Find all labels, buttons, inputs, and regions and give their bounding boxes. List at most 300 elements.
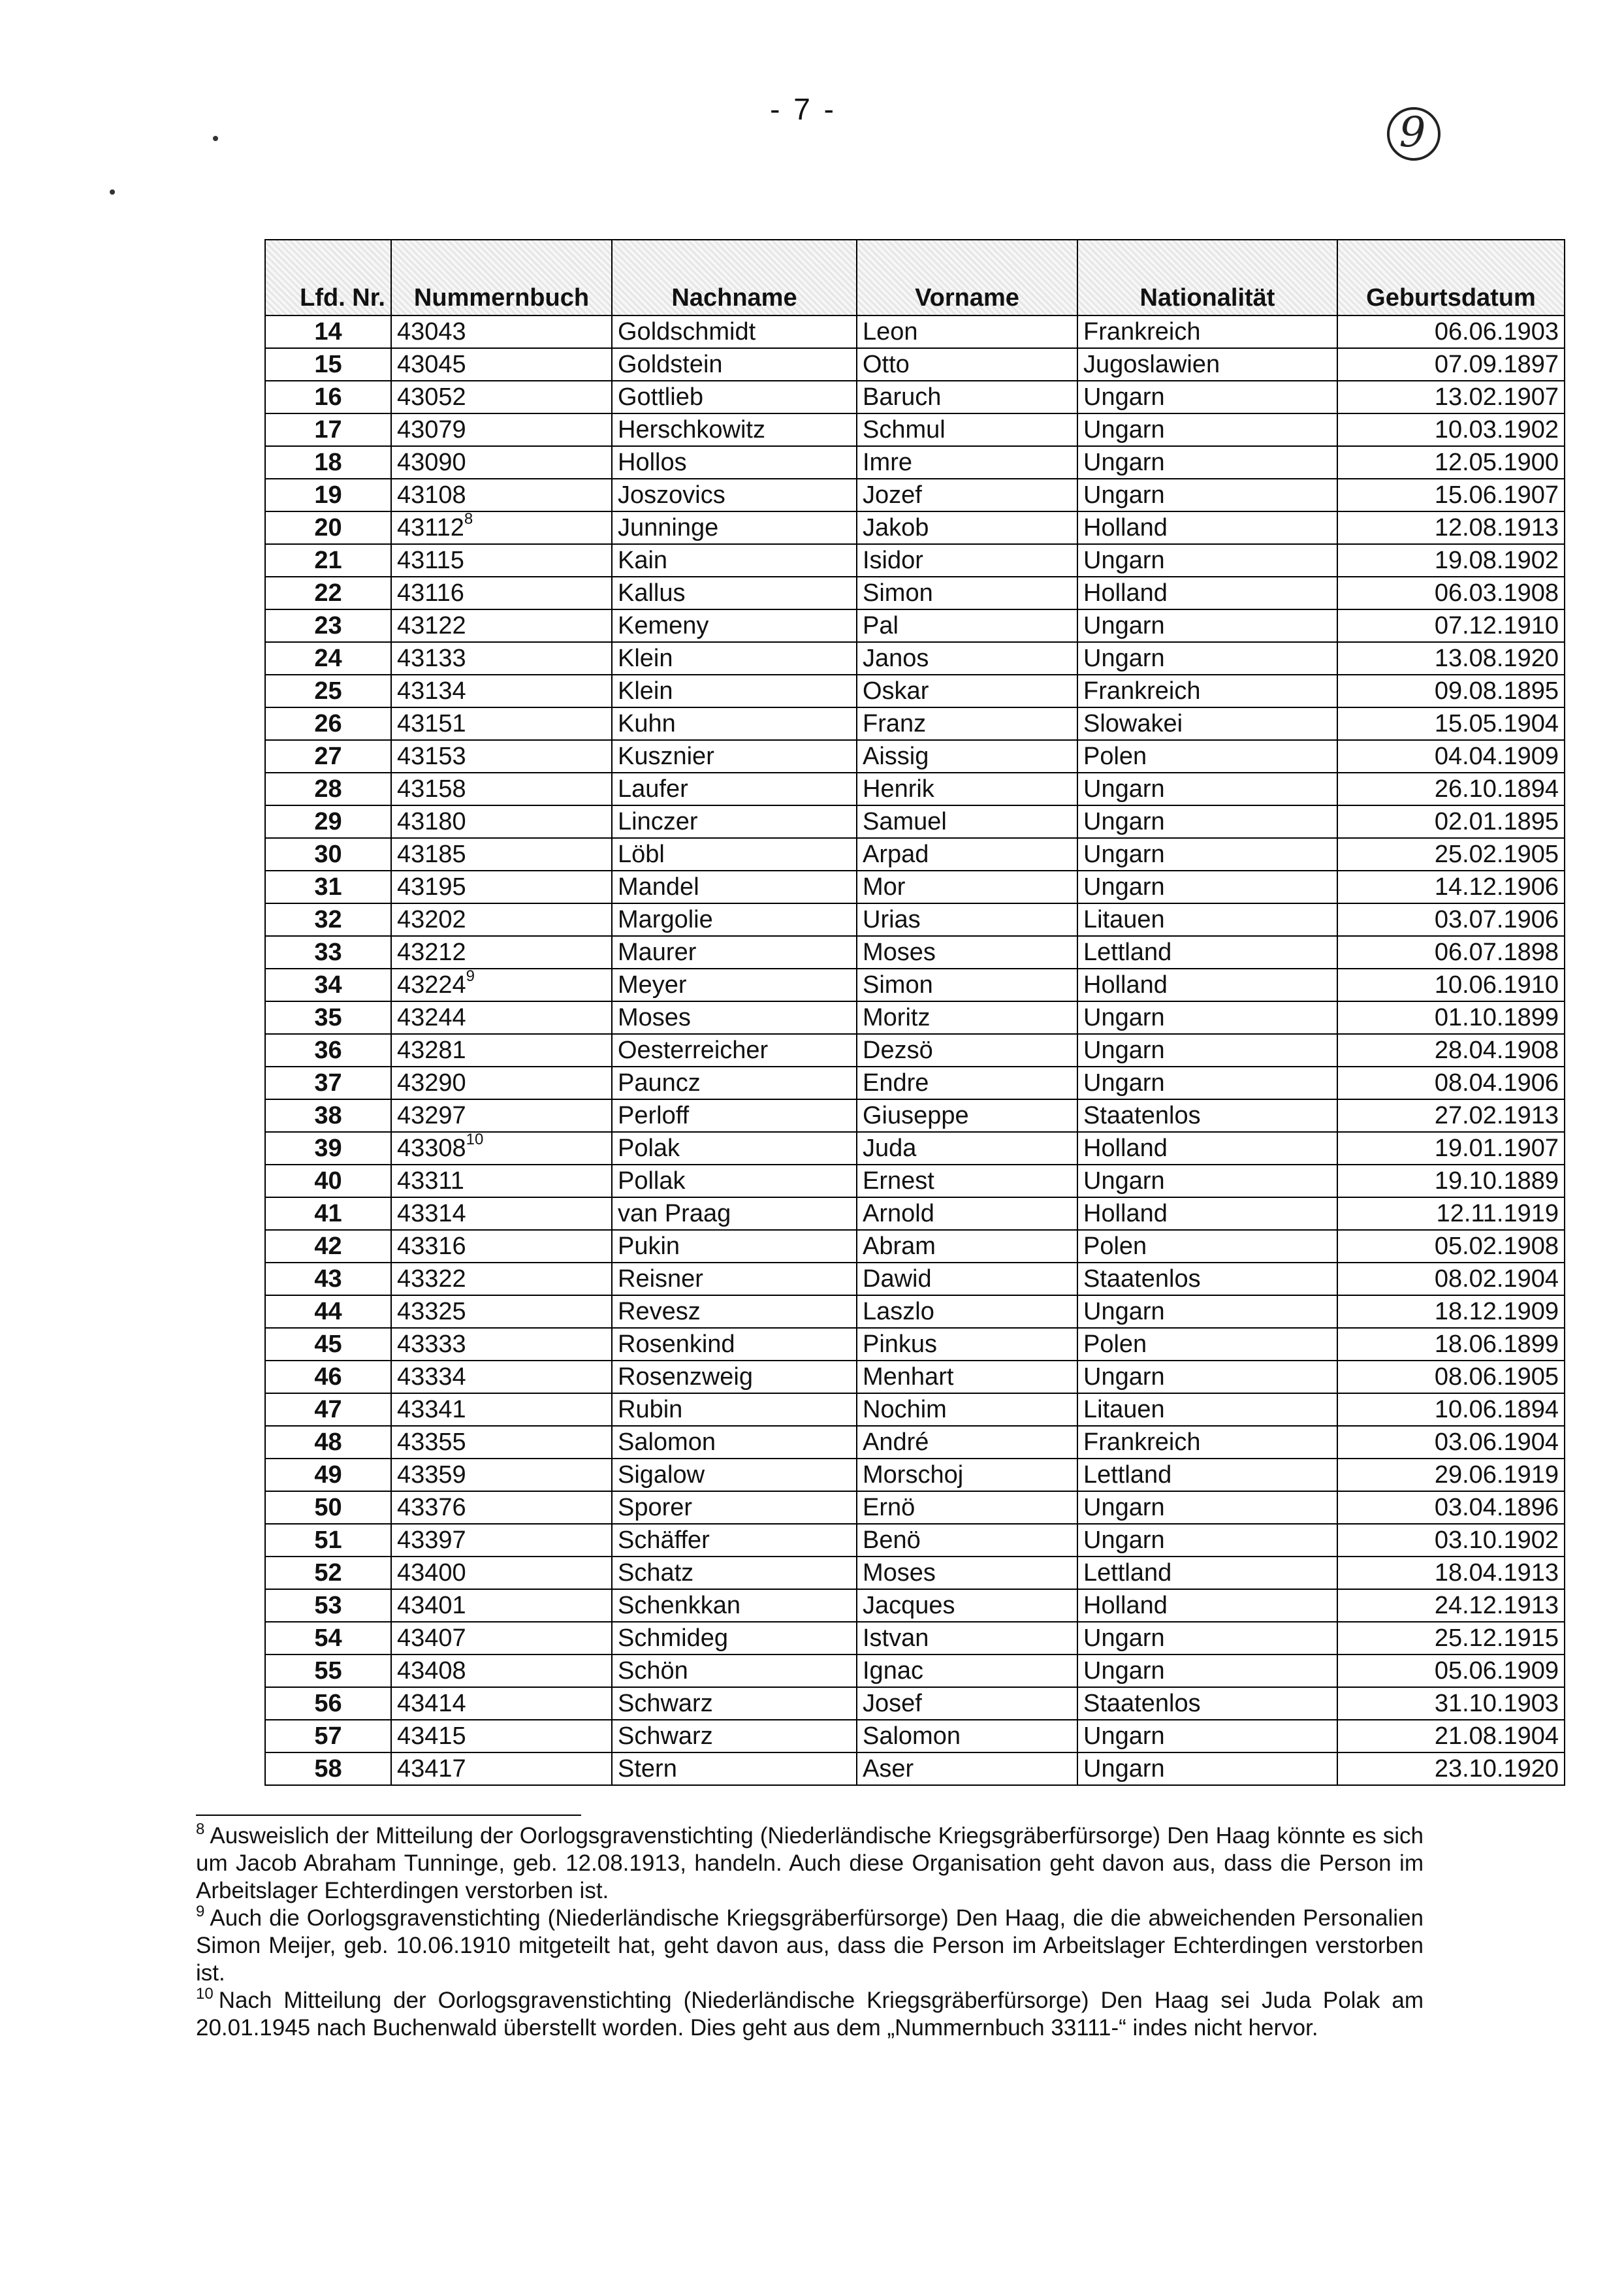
cell-nationalitaet <box>1077 1361 1337 1393</box>
cell-nachname-text: Kusznier <box>618 743 714 770</box>
cell-nachname-text: Goldschmidt <box>618 318 756 346</box>
table-body <box>265 315 1565 1785</box>
cell-nummernbuch-text: 43158 <box>397 775 466 803</box>
cell-vorname-text: Janos <box>863 645 929 672</box>
cell-nummernbuch-text: 43115 <box>397 547 464 574</box>
table-row <box>265 381 1565 413</box>
cell-nationalitaet-text: Ungarn <box>1083 775 1165 803</box>
cell-nachname-text: Hollos <box>618 449 687 476</box>
cell-nachname-text: Schwarz <box>618 1722 713 1750</box>
cell-lfd-nr-text: 37 <box>314 1069 342 1097</box>
cell-lfd-nr <box>265 773 391 805</box>
cell-lfd-nr <box>265 1034 391 1067</box>
cell-nationalitaet <box>1077 1491 1337 1524</box>
cell-nummernbuch-text: 43052 <box>397 383 466 411</box>
cell-geburtsdatum-text: 12.08.1913 <box>1434 514 1559 541</box>
cell-nummernbuch-text: 43333 <box>397 1331 466 1358</box>
cell-nationalitaet <box>1077 805 1337 838</box>
cell-nummernbuch-text: 43043 <box>397 318 466 346</box>
cell-nummernbuch-text: 43397 <box>397 1526 466 1554</box>
cell-nummernbuch <box>391 1197 612 1230</box>
table-row <box>265 1687 1565 1720</box>
cell-vorname-text: Otto <box>863 351 910 378</box>
cell-nummernbuch-text: 43407 <box>397 1624 466 1652</box>
cell-vorname <box>857 838 1077 871</box>
cell-vorname <box>857 1099 1077 1132</box>
cell-nationalitaet-text: Ungarn <box>1083 1004 1165 1031</box>
cell-nachname-text: Junninge <box>618 514 719 541</box>
cell-vorname <box>857 773 1077 805</box>
cell-lfd-nr-text: 18 <box>314 449 342 476</box>
cell-lfd-nr-text: 19 <box>314 481 342 509</box>
cell-nummernbuch-text: 43224 <box>397 971 466 999</box>
cell-lfd-nr <box>265 642 391 675</box>
footnote-rule <box>196 1815 581 1816</box>
cell-nationalitaet <box>1077 1752 1337 1785</box>
cell-nummernbuch <box>391 1622 612 1654</box>
cell-geburtsdatum-text: 03.10.1902 <box>1434 1526 1559 1554</box>
table-row <box>265 707 1565 740</box>
table-row <box>265 1720 1565 1752</box>
cell-geburtsdatum-text: 12.05.1900 <box>1434 449 1559 476</box>
cell-lfd-nr <box>265 348 391 381</box>
header-vorname: Vorname <box>857 240 1077 315</box>
cell-geburtsdatum <box>1337 1687 1565 1720</box>
cell-nachname-text: Salomon <box>618 1428 716 1456</box>
cell-nationalitaet-text: Staatenlos <box>1083 1690 1201 1717</box>
cell-vorname-text: Arnold <box>863 1200 934 1227</box>
cell-nationalitaet <box>1077 1393 1337 1426</box>
cell-vorname-text: Laszlo <box>863 1298 934 1325</box>
cell-geburtsdatum <box>1337 936 1565 969</box>
cell-nationalitaet <box>1077 1589 1337 1622</box>
cell-lfd-nr-text: 56 <box>314 1690 342 1717</box>
cell-vorname-text: Urias <box>863 906 921 933</box>
cell-vorname <box>857 1328 1077 1361</box>
table-header-row <box>265 240 1565 315</box>
cell-geburtsdatum-text: 07.09.1897 <box>1434 351 1559 378</box>
cell-nationalitaet <box>1077 511 1337 544</box>
cell-lfd-nr <box>265 413 391 446</box>
cell-vorname <box>857 936 1077 969</box>
cell-lfd-nr <box>265 1459 391 1491</box>
cell-nationalitaet-text: Polen <box>1083 1233 1147 1260</box>
cell-nationalitaet <box>1077 1557 1337 1589</box>
cell-nationalitaet-text: Ungarn <box>1083 1755 1165 1783</box>
cell-lfd-nr-text: 57 <box>314 1722 342 1750</box>
cell-geburtsdatum-text: 13.02.1907 <box>1434 383 1559 411</box>
cell-lfd-nr-text: 51 <box>314 1526 342 1554</box>
cell-vorname-text: Pinkus <box>863 1331 938 1358</box>
cell-vorname <box>857 1524 1077 1557</box>
cell-nummernbuch <box>391 511 612 544</box>
cell-vorname-text: Ernö <box>863 1494 915 1521</box>
cell-vorname-text: Mor <box>863 873 906 901</box>
cell-lfd-nr-text: 48 <box>314 1428 342 1456</box>
cell-lfd-nr-text: 40 <box>314 1167 342 1195</box>
cell-lfd-nr-text: 24 <box>314 645 342 672</box>
cell-nachname <box>612 1557 857 1589</box>
cell-geburtsdatum <box>1337 1426 1565 1459</box>
cell-vorname <box>857 1165 1077 1197</box>
cell-nachname <box>612 838 857 871</box>
cell-nummernbuch-text: 43415 <box>397 1722 466 1750</box>
cell-nationalitaet <box>1077 413 1337 446</box>
cell-nationalitaet <box>1077 1132 1337 1165</box>
cell-geburtsdatum <box>1337 1361 1565 1393</box>
cell-nummernbuch-text: 43322 <box>397 1265 466 1293</box>
cell-geburtsdatum-text: 10.06.1894 <box>1434 1396 1559 1423</box>
cell-vorname-text: Aissig <box>863 743 929 770</box>
cell-vorname-text: Abram <box>863 1233 936 1260</box>
cell-nachname <box>612 969 857 1001</box>
cell-geburtsdatum-text: 03.07.1906 <box>1434 906 1559 933</box>
cell-nationalitaet <box>1077 544 1337 577</box>
cell-lfd-nr-text: 52 <box>314 1559 342 1587</box>
cell-nachname <box>612 773 857 805</box>
cell-geburtsdatum-text: 10.03.1902 <box>1434 416 1559 444</box>
cell-geburtsdatum <box>1337 871 1565 903</box>
cell-vorname-text: Dezsö <box>863 1037 933 1064</box>
footnote-10 <box>196 1987 1424 2042</box>
cell-nummernbuch <box>391 1426 612 1459</box>
cell-lfd-nr-text: 29 <box>314 808 342 835</box>
footnote-reference: 10 <box>466 1132 484 1148</box>
cell-lfd-nr-text: 26 <box>314 710 342 737</box>
cell-nationalitaet <box>1077 936 1337 969</box>
table-row <box>265 1263 1565 1295</box>
cell-vorname-text: Leon <box>863 318 918 346</box>
cell-vorname <box>857 315 1077 348</box>
cell-nationalitaet <box>1077 969 1337 1001</box>
table-row <box>265 1361 1565 1393</box>
cell-lfd-nr-text: 17 <box>314 416 342 444</box>
cell-nationalitaet <box>1077 1524 1337 1557</box>
cell-nationalitaet <box>1077 838 1337 871</box>
cell-vorname <box>857 413 1077 446</box>
cell-nummernbuch-text: 43401 <box>397 1592 466 1619</box>
cell-nummernbuch <box>391 479 612 511</box>
cell-nationalitaet <box>1077 446 1337 479</box>
cell-geburtsdatum <box>1337 1230 1565 1263</box>
cell-nummernbuch-text: 43090 <box>397 449 466 476</box>
cell-lfd-nr-text: 21 <box>314 547 342 574</box>
cell-nachname <box>612 413 857 446</box>
cell-vorname <box>857 544 1077 577</box>
cell-vorname <box>857 675 1077 707</box>
cell-nationalitaet <box>1077 871 1337 903</box>
cell-nationalitaet-text: Ungarn <box>1083 1526 1165 1554</box>
cell-nachname <box>612 1263 857 1295</box>
table-row <box>265 1524 1565 1557</box>
cell-nationalitaet-text: Ungarn <box>1083 1363 1165 1391</box>
cell-lfd-nr-text: 49 <box>314 1461 342 1489</box>
cell-nationalitaet <box>1077 381 1337 413</box>
cell-vorname-text: Pal <box>863 612 899 639</box>
footnote-reference: 8 <box>464 511 473 528</box>
cell-nachname <box>612 315 857 348</box>
cell-lfd-nr <box>265 969 391 1001</box>
cell-nummernbuch <box>391 642 612 675</box>
footnote-8 <box>196 1822 1424 1905</box>
cell-nationalitaet <box>1077 1165 1337 1197</box>
cell-nummernbuch-text: 43122 <box>397 612 466 639</box>
cell-geburtsdatum <box>1337 315 1565 348</box>
cell-geburtsdatum-text: 18.04.1913 <box>1434 1559 1559 1587</box>
table-row <box>265 348 1565 381</box>
cell-nachname <box>612 1295 857 1328</box>
footnote-mark: 8 <box>196 1820 205 1838</box>
cell-geburtsdatum-text: 19.08.1902 <box>1434 547 1559 574</box>
cell-lfd-nr-text: 46 <box>314 1363 342 1391</box>
cell-nachname <box>612 1426 857 1459</box>
footnote-mark: 10 <box>196 1985 214 2003</box>
cell-vorname-text: Nochim <box>863 1396 947 1423</box>
cell-nummernbuch-text: 43202 <box>397 906 466 933</box>
cell-geburtsdatum-text: 10.06.1910 <box>1434 971 1559 999</box>
cell-nummernbuch-text: 43195 <box>397 873 466 901</box>
cell-geburtsdatum-text: 15.06.1907 <box>1434 481 1559 509</box>
cell-nachname-text: Sporer <box>618 1494 693 1521</box>
cell-lfd-nr <box>265 511 391 544</box>
cell-geburtsdatum <box>1337 1622 1565 1654</box>
cell-nationalitaet-text: Ungarn <box>1083 1167 1165 1195</box>
cell-lfd-nr-text: 27 <box>314 743 342 770</box>
cell-nachname <box>612 544 857 577</box>
cell-nationalitaet-text: Holland <box>1083 1200 1168 1227</box>
table-row <box>265 1589 1565 1622</box>
cell-vorname <box>857 1459 1077 1491</box>
cell-geburtsdatum-text: 23.10.1920 <box>1434 1755 1559 1783</box>
cell-nationalitaet <box>1077 1459 1337 1491</box>
cell-vorname <box>857 1197 1077 1230</box>
cell-nationalitaet-text: Staatenlos <box>1083 1102 1201 1129</box>
cell-geburtsdatum <box>1337 1001 1565 1034</box>
cell-geburtsdatum <box>1337 773 1565 805</box>
register-table <box>264 239 1565 1786</box>
cell-lfd-nr <box>265 479 391 511</box>
cell-nachname <box>612 348 857 381</box>
cell-lfd-nr <box>265 936 391 969</box>
cell-nationalitaet-text: Ungarn <box>1083 481 1165 509</box>
cell-lfd-nr <box>265 1491 391 1524</box>
cell-nationalitaet-text: Holland <box>1083 971 1168 999</box>
cell-nachname-text: Schäffer <box>618 1526 710 1554</box>
table-row <box>265 903 1565 936</box>
cell-lfd-nr-text: 55 <box>314 1657 342 1685</box>
cell-nachname-text: Gottlieb <box>618 383 703 411</box>
header-lfd-nr: Lfd. Nr. <box>265 240 391 315</box>
cell-nummernbuch <box>391 1263 612 1295</box>
cell-geburtsdatum <box>1337 1034 1565 1067</box>
cell-vorname <box>857 1654 1077 1687</box>
cell-nummernbuch-text: 43359 <box>397 1461 466 1489</box>
cell-nationalitaet <box>1077 577 1337 609</box>
cell-nachname <box>612 1654 857 1687</box>
cell-lfd-nr <box>265 1524 391 1557</box>
cell-nummernbuch <box>391 1001 612 1034</box>
cell-nachname <box>612 1001 857 1034</box>
cell-nummernbuch <box>391 1132 612 1165</box>
cell-vorname-text: Jakob <box>863 514 929 541</box>
cell-nummernbuch-text: 43290 <box>397 1069 466 1097</box>
cell-geburtsdatum-text: 31.10.1903 <box>1434 1690 1559 1717</box>
footnote-reference: 9 <box>466 969 475 985</box>
cell-nummernbuch-text: 43112 <box>397 514 464 541</box>
cell-geburtsdatum-text: 08.04.1906 <box>1434 1069 1559 1097</box>
cell-nationalitaet-text: Ungarn <box>1083 449 1165 476</box>
header-nummernbuch: Nummernbuch <box>391 240 612 315</box>
cell-geburtsdatum-text: 05.02.1908 <box>1434 1233 1559 1260</box>
cell-vorname <box>857 1067 1077 1099</box>
cell-lfd-nr <box>265 1001 391 1034</box>
cell-geburtsdatum <box>1337 1132 1565 1165</box>
cell-nachname <box>612 1328 857 1361</box>
cell-nationalitaet-text: Ungarn <box>1083 416 1165 444</box>
cell-geburtsdatum <box>1337 1720 1565 1752</box>
cell-nachname-text: Herschkowitz <box>618 416 765 444</box>
cell-vorname-text: Menhart <box>863 1363 954 1391</box>
table-row <box>265 1622 1565 1654</box>
cell-geburtsdatum <box>1337 1752 1565 1785</box>
scan-speck <box>213 136 218 141</box>
cell-vorname-text: Schmul <box>863 416 946 444</box>
cell-nummernbuch <box>391 969 612 1001</box>
cell-lfd-nr <box>265 675 391 707</box>
cell-vorname-text: Giuseppe <box>863 1102 969 1129</box>
cell-nachname-text: Kuhn <box>618 710 676 737</box>
table-row <box>265 609 1565 642</box>
table-row <box>265 479 1565 511</box>
cell-nummernbuch <box>391 1459 612 1491</box>
table-row <box>265 1426 1565 1459</box>
cell-vorname <box>857 1589 1077 1622</box>
cell-geburtsdatum-text: 06.06.1903 <box>1434 318 1559 346</box>
cell-nummernbuch <box>391 903 612 936</box>
cell-geburtsdatum-text: 12.11.1919 <box>1436 1200 1559 1227</box>
cell-nummernbuch <box>391 544 612 577</box>
cell-vorname <box>857 1393 1077 1426</box>
cell-geburtsdatum <box>1337 1328 1565 1361</box>
table-row <box>265 413 1565 446</box>
cell-lfd-nr <box>265 1067 391 1099</box>
cell-nationalitaet-text: Ungarn <box>1083 1657 1165 1685</box>
cell-geburtsdatum-text: 19.10.1889 <box>1434 1167 1559 1195</box>
cell-lfd-nr-text: 39 <box>314 1135 342 1162</box>
cell-nummernbuch <box>391 609 612 642</box>
cell-lfd-nr <box>265 1393 391 1426</box>
cell-geburtsdatum-text: 18.12.1909 <box>1434 1298 1559 1325</box>
cell-nummernbuch <box>391 348 612 381</box>
table-row <box>265 1132 1565 1165</box>
cell-nummernbuch <box>391 1491 612 1524</box>
cell-nachname <box>612 1361 857 1393</box>
cell-geburtsdatum-text: 15.05.1904 <box>1434 710 1559 737</box>
cell-nationalitaet-text: Frankreich <box>1083 318 1201 346</box>
table-row <box>265 1197 1565 1230</box>
cell-lfd-nr <box>265 1295 391 1328</box>
table-row <box>265 1001 1565 1034</box>
cell-geburtsdatum-text: 08.06.1905 <box>1434 1363 1559 1391</box>
cell-lfd-nr <box>265 446 391 479</box>
cell-nachname-text: Perloff <box>618 1102 690 1129</box>
cell-geburtsdatum-text: 03.06.1904 <box>1434 1428 1559 1456</box>
table-row <box>265 1165 1565 1197</box>
cell-nummernbuch <box>391 1361 612 1393</box>
cell-nachname <box>612 1132 857 1165</box>
cell-nationalitaet-text: Lettland <box>1083 1559 1172 1587</box>
cell-nummernbuch <box>391 1654 612 1687</box>
table-row <box>265 675 1565 707</box>
cell-nachname-text: Kallus <box>618 579 686 607</box>
cell-geburtsdatum <box>1337 577 1565 609</box>
cell-nummernbuch-text: 43185 <box>397 841 466 868</box>
cell-nachname-text: Schwarz <box>618 1690 713 1717</box>
cell-geburtsdatum <box>1337 1295 1565 1328</box>
cell-vorname <box>857 1001 1077 1034</box>
cell-nationalitaet <box>1077 773 1337 805</box>
cell-nachname-text: Schenkkan <box>618 1592 741 1619</box>
cell-nachname <box>612 1197 857 1230</box>
cell-lfd-nr <box>265 544 391 577</box>
cell-nachname <box>612 675 857 707</box>
cell-vorname <box>857 1361 1077 1393</box>
cell-nachname <box>612 1622 857 1654</box>
cell-geburtsdatum <box>1337 1589 1565 1622</box>
cell-geburtsdatum <box>1337 675 1565 707</box>
cell-nationalitaet-text: Litauen <box>1083 906 1165 933</box>
table-row <box>265 1034 1565 1067</box>
cell-lfd-nr <box>265 1622 391 1654</box>
cell-nachname <box>612 1589 857 1622</box>
cell-lfd-nr <box>265 740 391 773</box>
cell-vorname <box>857 381 1077 413</box>
table-row <box>265 1393 1565 1426</box>
cell-geburtsdatum-text: 26.10.1894 <box>1434 775 1559 803</box>
cell-vorname <box>857 1263 1077 1295</box>
cell-vorname-text: Arpad <box>863 841 929 868</box>
cell-nachname <box>612 936 857 969</box>
cell-geburtsdatum <box>1337 1263 1565 1295</box>
cell-nachname <box>612 609 857 642</box>
cell-nachname <box>612 871 857 903</box>
cell-nachname-text: Pukin <box>618 1233 680 1260</box>
cell-geburtsdatum <box>1337 1393 1565 1426</box>
cell-lfd-nr-text: 20 <box>314 514 342 541</box>
cell-vorname-text: Jacques <box>863 1592 955 1619</box>
cell-lfd-nr-text: 50 <box>314 1494 342 1521</box>
cell-nummernbuch <box>391 381 612 413</box>
cell-vorname-text: Dawid <box>863 1265 932 1293</box>
cell-lfd-nr <box>265 707 391 740</box>
cell-vorname-text: Josef <box>863 1690 922 1717</box>
cell-lfd-nr <box>265 1132 391 1165</box>
cell-lfd-nr <box>265 838 391 871</box>
page-stamp-mark: 9 <box>1384 105 1441 161</box>
cell-nachname-text: Mandel <box>618 873 699 901</box>
cell-lfd-nr-text: 34 <box>314 971 342 999</box>
cell-nationalitaet <box>1077 1328 1337 1361</box>
cell-vorname-text: Moses <box>863 1559 936 1587</box>
cell-vorname <box>857 446 1077 479</box>
cell-geburtsdatum <box>1337 642 1565 675</box>
cell-geburtsdatum <box>1337 381 1565 413</box>
cell-vorname-text: Moses <box>863 939 936 966</box>
cell-nummernbuch <box>391 1328 612 1361</box>
cell-nummernbuch <box>391 1295 612 1328</box>
cell-nationalitaet <box>1077 1426 1337 1459</box>
cell-vorname-text: Ignac <box>863 1657 923 1685</box>
